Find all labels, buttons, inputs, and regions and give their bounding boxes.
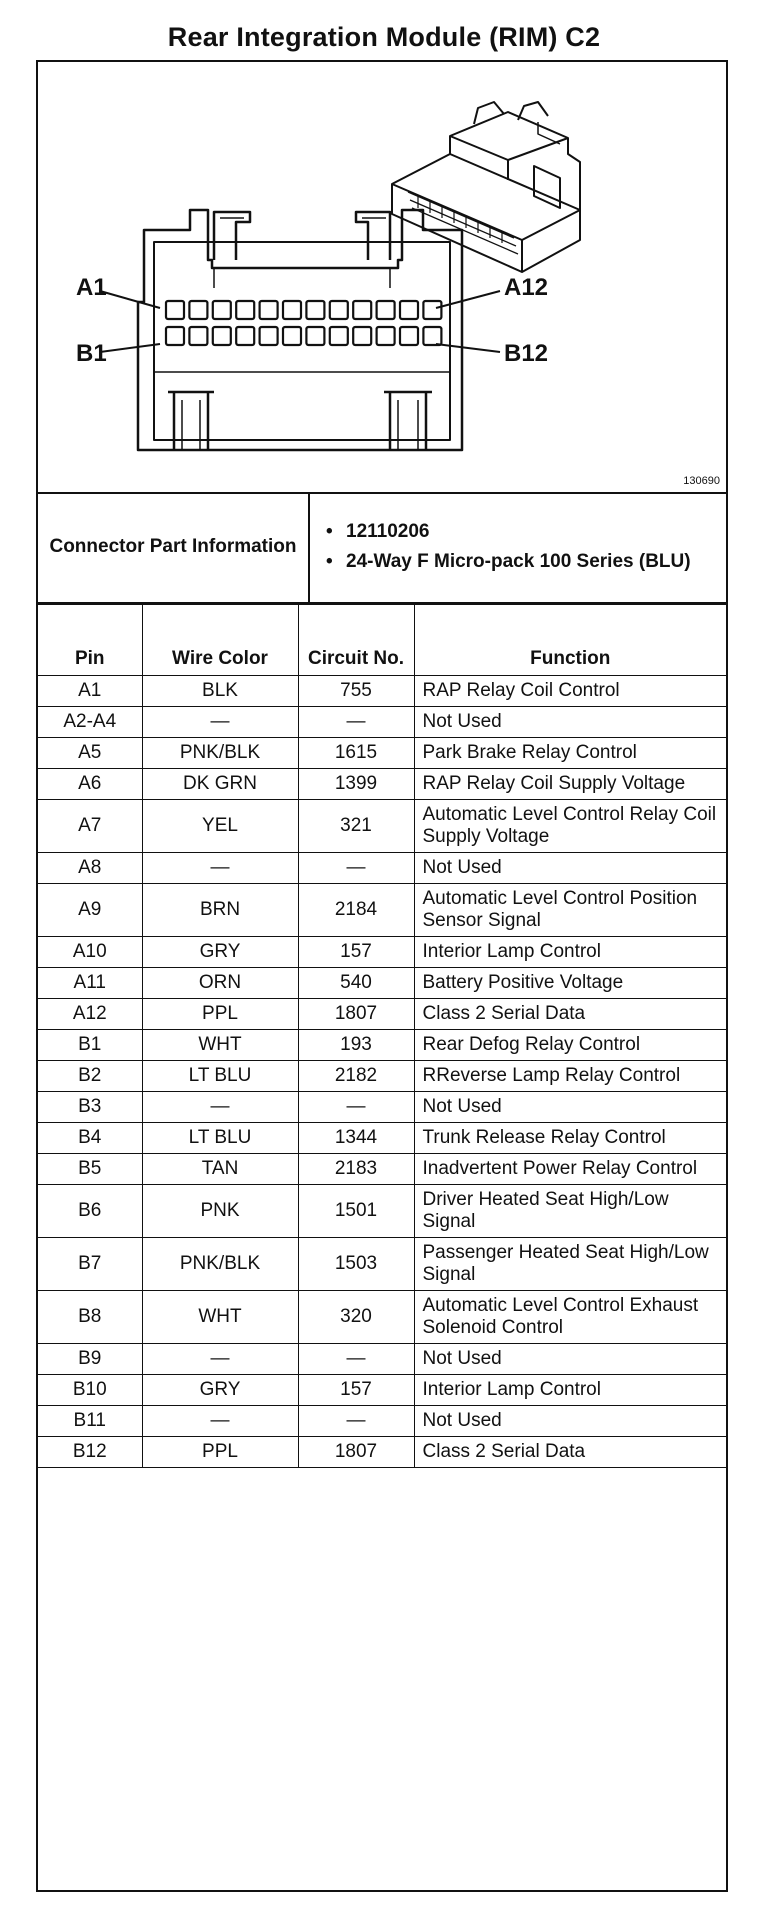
wire-color-cell: PNK xyxy=(142,1185,298,1238)
cavity-a9 xyxy=(353,301,371,319)
function-cell: Trunk Release Relay Control xyxy=(414,1123,726,1154)
header-function: Function xyxy=(414,605,726,676)
cavity-b11 xyxy=(400,327,418,345)
pin-label-b12: B12 xyxy=(504,340,549,367)
function-cell: Interior Lamp Control xyxy=(414,1375,726,1406)
pin-cell: A6 xyxy=(38,769,142,800)
circuit-cell: 1807 xyxy=(298,1437,414,1468)
circuit-cell: 1399 xyxy=(298,769,414,800)
wire-color-cell: ORN xyxy=(142,968,298,999)
table-row xyxy=(38,1238,726,1291)
cavity-a5 xyxy=(260,301,278,319)
function-cell: Not Used xyxy=(414,707,726,738)
wire-color-cell: GRY xyxy=(142,937,298,968)
pin-label-a12: A12 xyxy=(504,274,549,301)
table-row xyxy=(38,1291,726,1344)
retainer-right xyxy=(384,392,432,450)
wire-color-cell: — xyxy=(142,853,298,884)
function-cell: Interior Lamp Control xyxy=(414,937,726,968)
pin-cell: B11 xyxy=(38,1406,142,1437)
cavity-b6 xyxy=(283,327,301,345)
table-row xyxy=(38,707,726,738)
pin-cell: A5 xyxy=(38,738,142,769)
connector-info-values: • 12110206 • 24-Way F Micro-pack 100 Series (BLU) xyxy=(309,492,726,603)
function-cell: Automatic Level Control Exhaust Solenoid Control xyxy=(414,1291,726,1344)
cavity-b5 xyxy=(260,327,278,345)
circuit-cell: 321 xyxy=(298,800,414,853)
table-row xyxy=(38,769,726,800)
cavity-a1 xyxy=(166,301,184,319)
connector-info-label: Connector Part Information xyxy=(38,492,309,603)
wire-color-cell: DK GRN xyxy=(142,769,298,800)
pin-cell: A10 xyxy=(38,937,142,968)
wire-color-cell: WHT xyxy=(142,1291,298,1344)
pin-cell: B4 xyxy=(38,1123,142,1154)
table-row xyxy=(38,884,726,937)
pin-cell: A7 xyxy=(38,800,142,853)
circuit-cell: 1615 xyxy=(298,738,414,769)
table-row xyxy=(38,1185,726,1238)
pin-cell: B1 xyxy=(38,1030,142,1061)
wire-color-cell: — xyxy=(142,707,298,738)
cavity-a11 xyxy=(400,301,418,319)
pin-cell: A1 xyxy=(38,676,142,707)
table-row xyxy=(38,1030,726,1061)
function-cell: Automatic Level Control Relay Coil Supply Voltage xyxy=(414,800,726,853)
circuit-cell: 157 xyxy=(298,937,414,968)
page-title: Rear Integration Module (RIM) C2 xyxy=(167,22,601,52)
table-row xyxy=(38,1406,726,1437)
table-row xyxy=(38,853,726,884)
connector-3d-view xyxy=(392,102,580,272)
function-cell: Not Used xyxy=(414,1406,726,1437)
table-row xyxy=(38,1375,726,1406)
pin-cell: B8 xyxy=(38,1291,142,1344)
table-row xyxy=(38,1154,726,1185)
circuit-cell: 2184 xyxy=(298,884,414,937)
pin-cell: A8 xyxy=(38,853,142,884)
table-row xyxy=(38,968,726,999)
circuit-cell: — xyxy=(298,853,414,884)
circuit-cell: 1344 xyxy=(298,1123,414,1154)
part-number: 12110206 xyxy=(346,521,430,542)
circuit-cell: 540 xyxy=(298,968,414,999)
function-cell: RAP Relay Coil Control xyxy=(414,676,726,707)
circuit-cell: 2183 xyxy=(298,1154,414,1185)
circuit-cell: 193 xyxy=(298,1030,414,1061)
wire-color-cell: LT BLU xyxy=(142,1123,298,1154)
connector-description: 24-Way F Micro-pack 100 Series (BLU) xyxy=(346,551,691,572)
cavity-a2 xyxy=(189,301,207,319)
cavity-b7 xyxy=(306,327,324,345)
wire-color-cell: BLK xyxy=(142,676,298,707)
connector-sheet xyxy=(36,60,728,1892)
pin-cell: A12 xyxy=(38,999,142,1030)
latch-right xyxy=(356,212,390,260)
circuit-cell: — xyxy=(298,707,414,738)
wire-color-cell: LT BLU xyxy=(142,1061,298,1092)
circuit-cell: 157 xyxy=(298,1375,414,1406)
wire-color-cell: — xyxy=(142,1406,298,1437)
pin-cell: A11 xyxy=(38,968,142,999)
cavity-a4 xyxy=(236,301,254,319)
function-cell: Passenger Heated Seat High/Low Signal xyxy=(414,1238,726,1291)
table-row xyxy=(38,1437,726,1468)
table-row xyxy=(38,1061,726,1092)
wire-color-cell: TAN xyxy=(142,1154,298,1185)
function-cell: RReverse Lamp Relay Control xyxy=(414,1061,726,1092)
wire-color-cell: PNK/BLK xyxy=(142,1238,298,1291)
function-cell: Not Used xyxy=(414,1092,726,1123)
function-cell: RAP Relay Coil Supply Voltage xyxy=(414,769,726,800)
circuit-cell: — xyxy=(298,1344,414,1375)
pin-cell: B9 xyxy=(38,1344,142,1375)
cavity-b12 xyxy=(423,327,441,345)
table-row xyxy=(38,1092,726,1123)
function-cell: Park Brake Relay Control xyxy=(414,738,726,769)
table-row xyxy=(38,1123,726,1154)
circuit-cell: 320 xyxy=(298,1291,414,1344)
circuit-cell: 1501 xyxy=(298,1185,414,1238)
cavity-b2 xyxy=(189,327,207,345)
function-cell: Driver Heated Seat High/Low Signal xyxy=(414,1185,726,1238)
pin-cell: B5 xyxy=(38,1154,142,1185)
cavity-b3 xyxy=(213,327,231,345)
header-circuit: Circuit No. xyxy=(298,605,414,676)
cavity-a8 xyxy=(330,301,348,319)
wire-color-cell: PPL xyxy=(142,999,298,1030)
table-row xyxy=(38,800,726,853)
cavity-a6 xyxy=(283,301,301,319)
latch-left xyxy=(214,212,250,260)
table-row xyxy=(38,999,726,1030)
cavity-a12 xyxy=(423,301,441,319)
pin-label-a1: A1 xyxy=(76,274,107,301)
pinout-table xyxy=(38,604,726,1468)
wire-color-cell: — xyxy=(142,1092,298,1123)
wire-color-cell: WHT xyxy=(142,1030,298,1061)
header-pin: Pin xyxy=(38,605,142,676)
connector-diagram xyxy=(38,62,726,494)
pin-cell: B12 xyxy=(38,1437,142,1468)
pin-cell: B3 xyxy=(38,1092,142,1123)
connector-drawing xyxy=(38,62,726,492)
circuit-cell: 1503 xyxy=(298,1238,414,1291)
function-cell: Not Used xyxy=(414,853,726,884)
header-wire-color: Wire Color xyxy=(142,605,298,676)
pin-cell: A2-A4 xyxy=(38,707,142,738)
circuit-cell: — xyxy=(298,1092,414,1123)
table-row xyxy=(38,738,726,769)
pin-cell: A9 xyxy=(38,884,142,937)
cavity-b1 xyxy=(166,327,184,345)
cavity-b4 xyxy=(236,327,254,345)
retainer-left xyxy=(168,392,214,450)
function-cell: Battery Positive Voltage xyxy=(414,968,726,999)
function-cell: Automatic Level Control Position Sensor Signal xyxy=(414,884,726,937)
wire-color-cell: GRY xyxy=(142,1375,298,1406)
pin-label-b1: B1 xyxy=(76,340,107,367)
pin-cell: B6 xyxy=(38,1185,142,1238)
circuit-cell: 2182 xyxy=(298,1061,414,1092)
wire-color-cell: BRN xyxy=(142,884,298,937)
cavity-a7 xyxy=(306,301,324,319)
wire-color-cell: PNK/BLK xyxy=(142,738,298,769)
pin-cell: B2 xyxy=(38,1061,142,1092)
function-cell: Not Used xyxy=(414,1344,726,1375)
cavity-a3 xyxy=(213,301,231,319)
cavity-b8 xyxy=(330,327,348,345)
table-row xyxy=(38,676,726,707)
wire-color-cell: YEL xyxy=(142,800,298,853)
function-cell: Class 2 Serial Data xyxy=(414,999,726,1030)
circuit-cell: — xyxy=(298,1406,414,1437)
table-row xyxy=(38,1344,726,1375)
figure-id: 130690 xyxy=(683,475,720,487)
cavity-b9 xyxy=(353,327,371,345)
cavity-b10 xyxy=(377,327,395,345)
pin-cell: B7 xyxy=(38,1238,142,1291)
function-cell: Class 2 Serial Data xyxy=(414,1437,726,1468)
connector-info xyxy=(38,492,726,604)
wire-color-cell: — xyxy=(142,1344,298,1375)
table-row xyxy=(38,937,726,968)
circuit-cell: 1807 xyxy=(298,999,414,1030)
circuit-cell: 755 xyxy=(298,676,414,707)
cavity-a10 xyxy=(377,301,395,319)
function-cell: Inadvertent Power Relay Control xyxy=(414,1154,726,1185)
wire-color-cell: PPL xyxy=(142,1437,298,1468)
pin-cell: B10 xyxy=(38,1375,142,1406)
function-cell: Rear Defog Relay Control xyxy=(414,1030,726,1061)
